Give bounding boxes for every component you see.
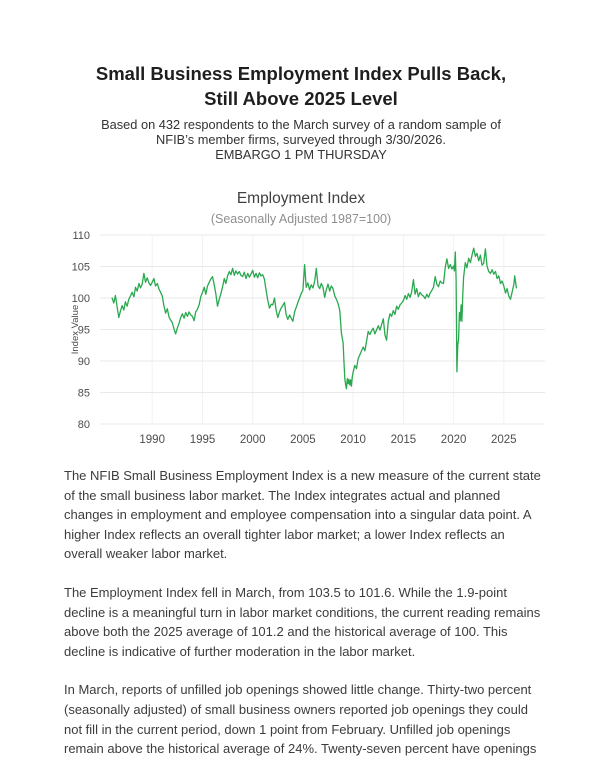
- page-title: [0, 62, 602, 111]
- x-tick-label: 1995: [189, 434, 216, 446]
- x-tick-label: 2020: [440, 434, 467, 446]
- chart-title: Employment Index: [236, 190, 366, 207]
- employment-index-chart: [0, 230, 602, 448]
- body-paragraph-1: The NFIB Small Business Employment Index is a new measure of the current state of the small business labor market. The Index integrates actual and planned changes in employment and employee compensation into a singular data point. A higher Index reflects an overall tighter labor market; a lower Index reflects an overall weaker labor market.: [64, 468, 541, 562]
- x-tick-label: 2005: [290, 434, 316, 446]
- report-subtitle-line1: Based on 432 respondents to the March survey of a random sample of: [101, 117, 501, 132]
- x-tick-label: 2025: [491, 434, 517, 446]
- y-tick-label: 80: [77, 419, 90, 431]
- report-subtitle: [0, 117, 602, 162]
- body-paragraph-2: The Employment Index fell in March, from 103.5 to 101.6. While the 1.9-point decline is a meaningful turn in labor market conditions, the current reading remains above both the 2025 average of 101.2 and the historical average of 100. This decline is indicative of further moderation in the labor market.: [64, 584, 541, 659]
- y-tick-label: 85: [77, 387, 90, 400]
- embargo-note: EMBARGO 1 PM THURSDAY: [215, 147, 387, 162]
- x-tick-label: 2015: [390, 434, 417, 446]
- page-title-line2: Still Above 2025 Level: [204, 87, 398, 109]
- y-tick-label: 110: [72, 230, 90, 242]
- body-paragraph-3: In March, reports of unfilled job openings showed little change. Thirty-two percent (seasonally adjusted) of small business owners reported job openings they could not fill in the current period, down 1 point from February. Unfilled job openings remain above the historical average of 24%. Twenty-seven percent have openings: [64, 682, 537, 757]
- x-tick-label: 1990: [139, 434, 165, 446]
- y-tick-label: 90: [77, 356, 90, 368]
- report-body: [64, 466, 542, 759]
- chart-block: [0, 190, 602, 448]
- report-subtitle-line2: NFIB’s member firms, surveyed through 3/30/2026.: [156, 132, 446, 147]
- page-title-line1: Small Business Employment Index Pulls Back,: [95, 63, 507, 84]
- y-tick-label: 95: [77, 324, 90, 337]
- chart-subtitle: (Seasonally Adjusted 1987=100): [210, 212, 392, 226]
- x-tick-label: 2010: [340, 434, 366, 446]
- y-tick-label: 105: [71, 261, 90, 274]
- y-tick-label: 100: [71, 293, 90, 305]
- report-header: [0, 0, 602, 162]
- x-tick-label: 2000: [239, 434, 266, 446]
- index-line: [112, 248, 516, 389]
- y-axis-label: Index Value: [70, 304, 81, 355]
